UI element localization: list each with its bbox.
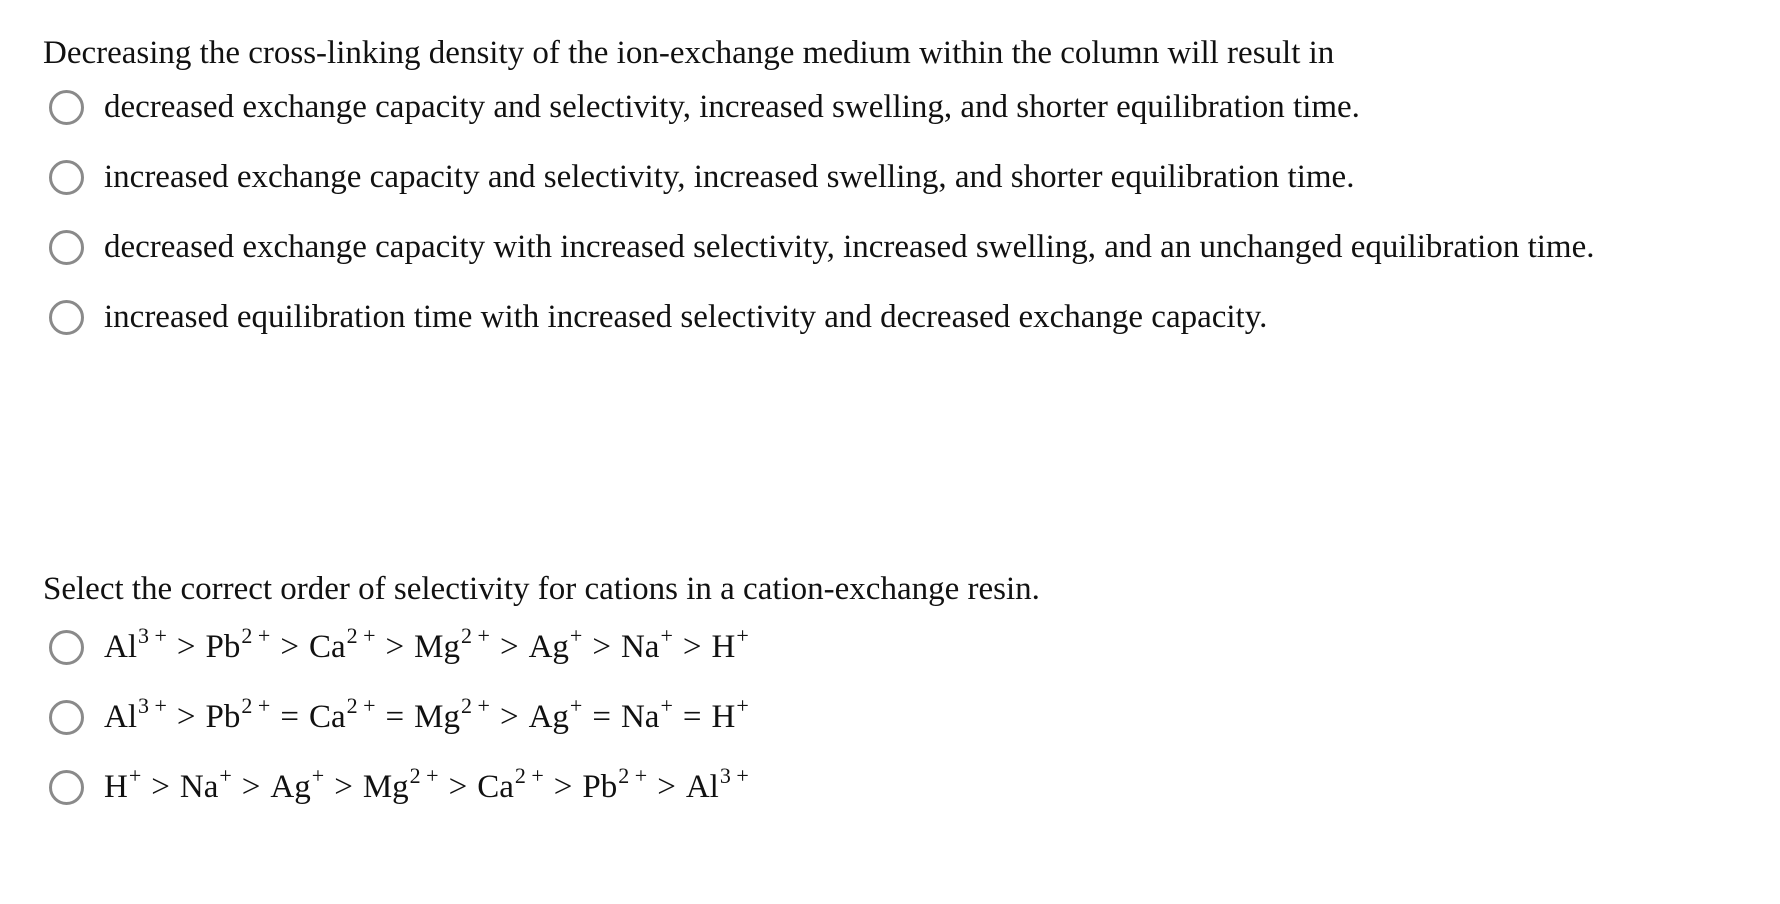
ion [104, 763, 142, 805]
ion-charge: + [311, 763, 325, 788]
question-1-option-c[interactable] [43, 212, 1763, 282]
ion-charge: 2 + [241, 623, 271, 648]
ion-charge: 2 + [346, 693, 376, 718]
ion-symbol: Pb [205, 629, 241, 665]
radio-button-icon[interactable] [49, 90, 84, 125]
comparison-operator: = [592, 699, 611, 735]
ion-symbol: H [104, 769, 128, 805]
comparison-operator: > [334, 769, 353, 805]
ion-charge: + [569, 623, 583, 648]
ion [582, 763, 648, 805]
option-text: decreased exchange capacity and selectivity, increased swelling, and shorter equilibration time. [104, 89, 1360, 125]
ion-charge: 2 + [346, 623, 376, 648]
ion-charge: + [219, 763, 232, 788]
option-text: increased equilibration time with increased selectivity and decreased exchange capacity. [104, 299, 1268, 335]
comparison-operator: > [385, 629, 405, 665]
comparison-operator: > [151, 769, 170, 805]
ion-charge: + [736, 623, 749, 648]
question-1-option-a[interactable] [43, 72, 1763, 142]
ion [620, 693, 673, 735]
ion-symbol: Mg [414, 629, 461, 665]
question-1 [43, 30, 1763, 352]
ion [711, 693, 749, 735]
ion [414, 623, 490, 665]
question-1-option-d[interactable] [43, 282, 1763, 352]
ion-charge: 3 + [138, 623, 167, 648]
ion [308, 623, 376, 665]
question-1-option-b[interactable] [43, 142, 1763, 212]
question-2-option-c[interactable] [43, 752, 1763, 822]
ion-symbol: Na [620, 699, 660, 735]
ion-symbol: Ag [528, 699, 569, 735]
radio-button-icon[interactable] [49, 700, 84, 735]
comparison-operator: > [553, 769, 573, 805]
ion-symbol: Mg [362, 769, 409, 805]
question-2-option-a[interactable] [43, 612, 1763, 682]
ion-charge: 2 + [241, 693, 271, 718]
question-2-prompt: Select the correct order of selectivity for cations in a cation-exchange resin. [43, 571, 1040, 607]
comparison-operator: > [682, 629, 702, 665]
ion-symbol: Ca [477, 769, 514, 805]
ion [104, 623, 167, 665]
ion [685, 763, 749, 805]
cation-series [104, 693, 749, 737]
question-2 [43, 566, 1763, 822]
ion [362, 763, 439, 805]
ion-charge: 3 + [138, 693, 167, 718]
comparison-operator: > [499, 629, 519, 665]
ion [104, 693, 167, 735]
ion-charge: 2 + [514, 763, 544, 788]
radio-button-icon[interactable] [49, 770, 84, 805]
ion-symbol: Al [104, 629, 137, 665]
ion-symbol: Ag [270, 769, 311, 805]
comparison-operator: > [176, 699, 196, 735]
ion [528, 623, 583, 665]
option-text: decreased exchange capacity with increased selectivity, increased swelling, and an unchanged equilibration time. [104, 229, 1595, 265]
comparison-operator: > [657, 769, 676, 805]
ion [711, 623, 749, 665]
ion-symbol: Al [104, 699, 137, 735]
comparison-operator: = [385, 699, 405, 735]
ion-charge: 3 + [719, 763, 749, 788]
radio-button-icon[interactable] [49, 300, 84, 335]
ion-symbol: H [711, 629, 736, 665]
ion-symbol: H [711, 699, 736, 735]
comparison-operator: > [241, 769, 261, 805]
comparison-operator: > [176, 629, 196, 665]
ion-symbol: Mg [414, 699, 461, 735]
ion [270, 763, 325, 805]
ion-charge: 2 + [618, 763, 648, 788]
ion-charge: + [660, 693, 673, 718]
comparison-operator: > [592, 629, 611, 665]
comparison-operator: > [499, 699, 519, 735]
ion [477, 763, 544, 805]
comparison-operator: = [682, 699, 702, 735]
ion [528, 693, 583, 735]
ion [205, 693, 271, 735]
ion-symbol: Na [620, 629, 660, 665]
question-2-option-b[interactable] [43, 682, 1763, 752]
ion [205, 623, 271, 665]
ion-symbol: Ca [308, 629, 346, 665]
ion-charge: + [660, 623, 673, 648]
ion-charge: + [569, 693, 583, 718]
radio-button-icon[interactable] [49, 630, 84, 665]
option-text: increased exchange capacity and selectivity, increased swelling, and shorter equilibration time. [104, 159, 1355, 195]
ion-charge: + [736, 693, 749, 718]
ion-charge: 2 + [409, 763, 439, 788]
ion-symbol: Ag [528, 629, 569, 665]
ion-charge: + [128, 763, 142, 788]
radio-button-icon[interactable] [49, 160, 84, 195]
ion-charge: 2 + [461, 623, 490, 648]
cation-series [104, 623, 749, 667]
cation-series [104, 763, 749, 807]
comparison-operator: = [280, 699, 299, 735]
comparison-operator: > [280, 629, 299, 665]
ion-symbol: Pb [205, 699, 241, 735]
radio-button-icon[interactable] [49, 230, 84, 265]
comparison-operator: > [448, 769, 468, 805]
ion-symbol: Al [685, 769, 719, 805]
ion [620, 623, 673, 665]
ion-symbol: Ca [308, 699, 346, 735]
ion-charge: 2 + [461, 693, 490, 718]
ion [308, 693, 376, 735]
question-1-prompt: Decreasing the cross-linking density of the ion-exchange medium within the column will result in [43, 35, 1335, 71]
ion-symbol: Na [179, 769, 219, 805]
ion [179, 763, 232, 805]
ion-symbol: Pb [582, 769, 618, 805]
ion [414, 693, 490, 735]
